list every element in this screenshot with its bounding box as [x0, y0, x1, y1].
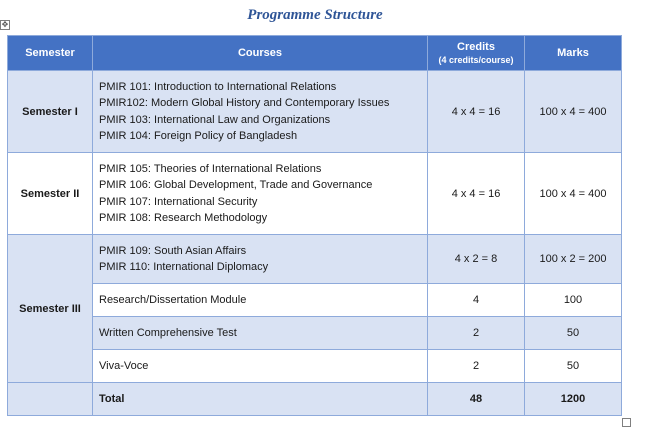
- marks-cell: 100: [525, 284, 622, 317]
- semester-label: Semester I: [8, 71, 93, 153]
- course-item: Viva-Voce: [93, 350, 428, 383]
- course-item: PMIR 109: South Asian Affairs: [99, 244, 247, 257]
- course-item: PMIR102: Modern Global History and Contemporary Issues: [99, 97, 390, 109]
- course-item: PMIR 107: International Security: [99, 195, 258, 208]
- table-row: [8, 350, 622, 383]
- marks-cell: 100 x 2 = 200: [525, 235, 622, 284]
- course-item: PMIR 110: International Diplomacy: [99, 261, 269, 273]
- total-blank-cell: [8, 383, 93, 416]
- programme-structure-table: [7, 35, 622, 416]
- table-move-handle-icon[interactable]: ✥: [1, 20, 9, 29]
- header-courses: Courses: [93, 36, 428, 71]
- marks-cell: 100 x 4 = 400: [525, 71, 622, 153]
- table-row: [8, 71, 622, 153]
- course-list: [93, 153, 428, 235]
- credits-cell: 4 x 2 = 8: [428, 235, 525, 284]
- credits-cell: 2: [428, 317, 525, 350]
- total-marks: 1200: [525, 383, 622, 416]
- credits-cell: 2: [428, 350, 525, 383]
- header-credits-sub: (4 credits/course): [438, 55, 514, 65]
- header-credits: [428, 36, 525, 71]
- marks-cell: 50: [525, 317, 622, 350]
- header-semester: Semester: [8, 36, 93, 71]
- credits-cell: 4 x 4 = 16: [428, 153, 525, 235]
- total-credits: 48: [428, 383, 525, 416]
- header-marks: Marks: [525, 36, 622, 71]
- table-resize-handle[interactable]: [622, 418, 631, 427]
- credits-cell: 4 x 4 = 16: [428, 71, 525, 153]
- table-row: [8, 317, 622, 350]
- course-item: PMIR 104: Foreign Policy of Bangladesh: [99, 130, 298, 142]
- total-row: [8, 383, 622, 416]
- marks-cell: 100 x 4 = 400: [525, 153, 622, 235]
- marks-cell: 50: [525, 350, 622, 383]
- total-label: Total: [93, 383, 428, 416]
- table-row: [8, 284, 622, 317]
- course-item: PMIR 108: Research Methodology: [99, 212, 268, 224]
- course-item: PMIR 105: Theories of International Relations: [99, 162, 322, 175]
- course-list: [93, 235, 428, 284]
- course-item: Research/Dissertation Module: [93, 284, 428, 317]
- header-row: [8, 36, 622, 71]
- table-row: [8, 153, 622, 235]
- header-credits-label: Credits: [457, 41, 495, 53]
- credits-cell: 4: [428, 284, 525, 317]
- course-list: [93, 71, 428, 153]
- course-item: PMIR 101: Introduction to International Relations: [99, 80, 337, 93]
- page-title: Programme Structure: [247, 7, 383, 23]
- semester-label: Semester II: [8, 153, 93, 235]
- table-row: [8, 235, 622, 284]
- course-item: Written Comprehensive Test: [93, 317, 428, 350]
- course-item: PMIR 103: International Law and Organizations: [99, 113, 331, 126]
- course-item: PMIR 106: Global Development, Trade and Governance: [99, 179, 373, 191]
- semester-label: Semester III: [8, 235, 93, 383]
